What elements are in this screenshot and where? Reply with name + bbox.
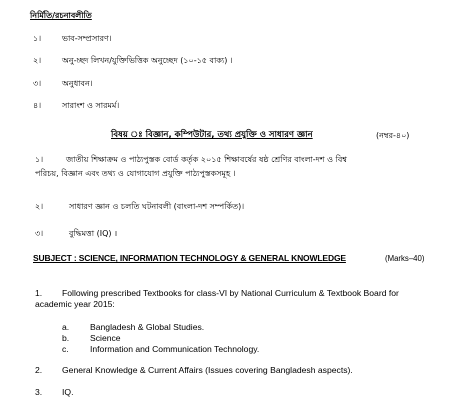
en-sub-a-text: Bangladesh & Global Studies.: [90, 322, 205, 332]
rachana-item-1-num: ১।: [33, 34, 42, 43]
en-sub-b-text: Science: [90, 333, 121, 343]
rachana-item-3-num: ৩।: [33, 79, 42, 88]
en-item-1-num: 1.: [35, 288, 43, 298]
bn-item-3-text: বুদ্ধিমত্তা (IQ) ।: [69, 229, 118, 238]
en-item-3-text: IQ.: [62, 387, 74, 397]
bn-item-2-text: সাধারণ জ্ঞান ও চলতি ঘটনাবলী (বাংলা-দশ সম্পর্কিত)।: [69, 202, 245, 211]
en-item-2-text: General Knowledge & Current Affairs (Issues covering Bangladesh aspects).: [62, 365, 353, 375]
rachana-item-4-text: সারাংশ ও সারমর্ম।: [62, 101, 120, 110]
rachana-item-4-num: ৪।: [33, 101, 42, 110]
bn-item-2-num: ২।: [35, 202, 44, 211]
rachana-item-3-text: অনুধাবন।: [62, 79, 93, 88]
bn-item-1-line1: জাতীয় শিক্ষাক্রম ও পাঠ্যপুস্তক বোর্ড কর্তৃক ২০১৫ শিক্ষাবর্ষের ষষ্ঠ শ্রেণির বাংলা-দশ ও বিশ্ব: [66, 155, 347, 164]
en-item-3-num: 3.: [35, 387, 43, 397]
en-sub-b-num: b.: [62, 333, 70, 343]
en-subject-title: SUBJECT : SCIENCE, INFORMATION TECHNOLOGY & GENERAL KNOWLEDGE: [33, 253, 346, 263]
en-sub-c-num: c.: [62, 344, 69, 354]
rachana-item-2-text: অনু-চ্ছদ লিখন/যুক্তিভিত্তিক অনুচ্ছেদ (১০-১৫ বাক্য) ।: [62, 56, 233, 65]
rachana-heading: নির্মিতি/রচনাবলীতি: [30, 11, 92, 20]
en-item-1-line1: Following prescribed Textbooks for class-VI by National Curriculum & Textbook Board for: [62, 288, 399, 298]
bn-subject-marks: (নম্বর-৪০): [376, 131, 410, 140]
en-item-1-line2: academic year 2015:: [35, 299, 115, 309]
bn-item-1-line2: পরিচয়, বিজ্ঞান এবং তথ্য ও যোগাযোগ প্রযুক্তি পাঠ্যপুস্তকসমূহ ।: [35, 169, 236, 178]
en-sub-c-text: Information and Communication Technology.: [90, 344, 260, 354]
bn-subject-title: বিষয় ঃ বিজ্ঞান, কম্পিউটার, তথ্য প্রযুক্তি ও সাধারণ জ্ঞান: [111, 130, 313, 140]
en-subject-marks: (Marks–40): [385, 254, 425, 263]
rachana-item-2-num: ২।: [33, 56, 42, 65]
bn-item-3-num: ৩।: [35, 229, 44, 238]
en-sub-a-num: a.: [62, 322, 70, 332]
bn-item-1-num: ১।: [35, 155, 44, 164]
rachana-item-1-text: ভাব-সম্প্রসারণ।: [62, 34, 112, 43]
en-item-2-num: 2.: [35, 365, 43, 375]
